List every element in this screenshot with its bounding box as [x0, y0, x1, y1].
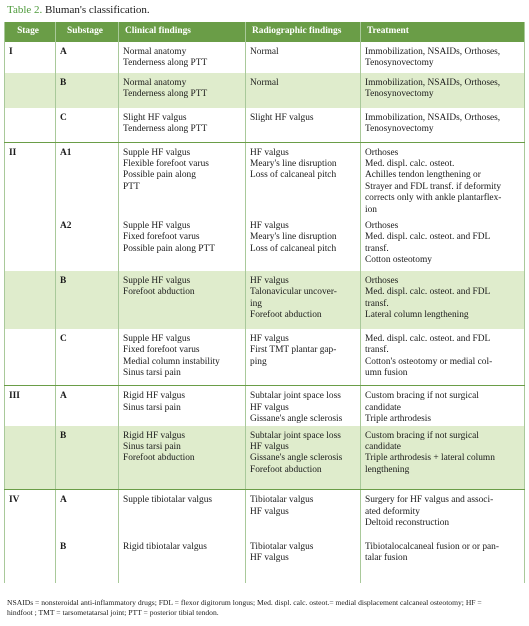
- cell-line: HF valgus: [250, 333, 289, 344]
- cell-line: Sinus tarsi pain: [123, 368, 181, 379]
- stage-cell: IV: [5, 490, 56, 537]
- cell-line: Fixed forefoot varus: [123, 345, 200, 356]
- cell-line: Possible pain along: [123, 170, 196, 181]
- cell-line: Cotton's osteotomy or medial col-: [365, 356, 493, 367]
- treatment-cell: [361, 42, 525, 73]
- treatment-cell: [361, 490, 525, 537]
- treatment-cell: [361, 386, 525, 426]
- stage-cell: III: [5, 386, 56, 426]
- cell-line: Achilles tendon lengthening or: [365, 170, 481, 181]
- substage-cell: B: [56, 73, 119, 108]
- radiographic-findings-cell: [246, 42, 361, 73]
- cell-line: Fixed forefoot varus: [123, 232, 200, 243]
- cell-line: Loss of calcaneal pitch: [250, 243, 337, 254]
- cell-line: Forefoot abduction: [123, 453, 195, 464]
- clinical-findings-cell: [119, 271, 246, 329]
- cell-line: Supple HF valgus: [123, 333, 191, 344]
- clinical-findings-cell: [119, 42, 246, 73]
- substage-cell: A1: [56, 142, 119, 216]
- cell-line: Supple HF valgus: [123, 275, 191, 286]
- cell-line: transf.: [365, 345, 389, 356]
- caption-title: Bluman's classification.: [45, 4, 150, 16]
- radiographic-findings-cell: [246, 142, 361, 216]
- substage-cell: A: [56, 42, 119, 73]
- cell-line: Slight HF valgus: [123, 113, 187, 123]
- cell-line: Med. displ. calc. osteot. and FDL: [365, 287, 491, 298]
- substage-cell: A: [56, 386, 119, 426]
- cell-line: Tenderness along PTT: [123, 58, 208, 69]
- cell-line: PTT: [123, 181, 140, 192]
- cell-line: Rigid HF valgus: [123, 430, 185, 441]
- stage-cell: [5, 537, 56, 583]
- cell-line: Sinus tarsi pain: [123, 442, 181, 453]
- table-caption: [7, 3, 150, 17]
- cell-line: umn fusion: [365, 368, 408, 379]
- clinical-findings-cell: [119, 108, 246, 142]
- cell-line: Tibiotalar valgus: [250, 495, 314, 506]
- table-footnote: [7, 598, 522, 618]
- clinical-findings-cell: [119, 426, 246, 490]
- substage-cell: C: [56, 329, 119, 386]
- cell-line: talar fusion: [365, 553, 408, 564]
- substage-cell: C: [56, 108, 119, 142]
- clinical-findings-cell: [119, 142, 246, 216]
- cell-line: Subtalar joint space loss: [250, 391, 341, 402]
- cell-line: Forefoot abduction: [250, 310, 322, 321]
- radiographic-findings-cell: [246, 271, 361, 329]
- cell-line: Tibiotalocalcaneal fusion or or pan-: [365, 541, 499, 552]
- cell-line: Normal anatomy: [123, 47, 187, 57]
- cell-line: HF valgus: [250, 442, 289, 453]
- radiographic-findings-cell: [246, 216, 361, 271]
- stage-cell: [5, 271, 56, 329]
- radiographic-findings-cell: [246, 490, 361, 537]
- cell-line: Tenosynovectomy: [365, 58, 434, 69]
- cell-line: HF valgus: [250, 402, 289, 413]
- cell-line: Tenderness along PTT: [123, 89, 208, 100]
- cell-line: Custom bracing if not surgical: [365, 391, 479, 402]
- cell-line: Rigid tibiotalar valgus: [123, 541, 207, 552]
- cell-line: HF valgus: [250, 275, 289, 286]
- cell-line: Lateral column lengthening: [365, 310, 469, 321]
- cell-line: Strayer and FDL transf. if deformity: [365, 181, 502, 192]
- radiographic-findings-cell: [246, 386, 361, 426]
- cell-line: Slight HF valgus: [250, 113, 314, 123]
- footnote-line: NSAIDs = nonsteroidal anti-inflammatory drugs; FDL = flexor digitorum longus; Med. displ. calc. osteot.= medial displacement calcaneal osteotomy; HF =: [7, 598, 482, 607]
- stage-cell: I: [5, 42, 56, 73]
- header-row: [5, 22, 525, 42]
- cell-line: Orthoses: [365, 147, 399, 158]
- cell-line: candidate: [365, 402, 401, 413]
- clinical-findings-cell: [119, 329, 246, 386]
- treatment-cell: [361, 271, 525, 329]
- cell-line: Gissane's angle sclerosis: [250, 453, 343, 464]
- cell-line: Med. displ. calc. osteot. and FDL: [365, 232, 491, 243]
- stage-cell: [5, 426, 56, 490]
- stage-cell: [5, 73, 56, 108]
- cell-line: Meary's line disruption: [250, 158, 337, 169]
- stage-cell: II: [5, 142, 56, 216]
- table-row: [5, 142, 525, 216]
- substage-cell: B: [56, 271, 119, 329]
- radiographic-findings-cell: [246, 329, 361, 386]
- cell-line: transf.: [365, 298, 389, 309]
- cell-line: Rigid HF valgus: [123, 391, 185, 402]
- radiographic-findings-cell: [246, 73, 361, 108]
- header-stage: Stage: [5, 22, 56, 42]
- substage-cell: B: [56, 537, 119, 583]
- cell-line: Immobilization, NSAIDs, Orthoses,: [365, 47, 501, 57]
- cell-line: Tenosynovectomy: [365, 89, 434, 100]
- classification-table: [4, 22, 525, 583]
- clinical-findings-cell: [119, 73, 246, 108]
- cell-line: Med. displ. calc. osteot.: [365, 158, 455, 169]
- substage-cell: A2: [56, 216, 119, 271]
- treatment-cell: [361, 142, 525, 216]
- cell-line: Triple arthrodesis + lateral column: [365, 453, 495, 464]
- cell-line: candidate: [365, 442, 401, 453]
- cell-line: Surgery for HF valgus and associ-: [365, 495, 494, 506]
- header-radiographic: Radiographic findings: [246, 22, 361, 42]
- cell-line: Talonavicular uncover-: [250, 287, 337, 298]
- treatment-cell: [361, 216, 525, 271]
- treatment-cell: [361, 329, 525, 386]
- cell-line: Immobilization, NSAIDs, Orthoses,: [365, 78, 501, 88]
- cell-line: Normal: [250, 78, 279, 88]
- cell-line: Triple arthrodesis: [365, 414, 432, 425]
- table-row: [5, 329, 525, 386]
- cell-line: Gissane's angle sclerosis: [250, 414, 343, 425]
- cell-line: HF valgus: [250, 553, 289, 564]
- stage-cell: [5, 108, 56, 142]
- cell-line: Supple HF valgus: [123, 147, 191, 158]
- cell-line: Forefoot abduction: [123, 287, 195, 298]
- radiographic-findings-cell: [246, 108, 361, 142]
- cell-line: lengthening: [365, 464, 410, 475]
- cell-line: Forefoot abduction: [250, 464, 322, 475]
- cell-line: Supple tibiotalar valgus: [123, 495, 213, 506]
- cell-line: ing: [250, 298, 262, 309]
- cell-line: transf.: [365, 243, 389, 254]
- cell-line: Normal anatomy: [123, 78, 187, 88]
- cell-line: Subtalar joint space loss: [250, 430, 341, 441]
- substage-cell: A: [56, 490, 119, 537]
- cell-line: Cotton osteotomy: [365, 255, 432, 266]
- cell-line: Loss of calcaneal pitch: [250, 170, 337, 181]
- cell-line: Immobilization, NSAIDs, Orthoses,: [365, 113, 501, 123]
- cell-line: First TMT plantar gap-: [250, 345, 337, 356]
- cell-line: ated deformity: [365, 506, 420, 517]
- cell-line: Med. displ. calc. osteot. and FDL: [365, 333, 491, 344]
- table-row: [5, 537, 525, 583]
- table-row: [5, 490, 525, 537]
- cell-line: ping: [250, 356, 267, 367]
- cell-line: Flexible forefoot varus: [123, 158, 209, 169]
- cell-line: Tenderness along PTT: [123, 124, 208, 135]
- radiographic-findings-cell: [246, 426, 361, 490]
- stage-cell: [5, 329, 56, 386]
- cell-line: Possible pain along PTT: [123, 243, 215, 254]
- cell-line: corrects only with ankle plantarflex-: [365, 193, 502, 204]
- treatment-cell: [361, 426, 525, 490]
- treatment-cell: [361, 73, 525, 108]
- clinical-findings-cell: [119, 490, 246, 537]
- header-clinical: Clinical findings: [119, 22, 246, 42]
- treatment-cell: [361, 537, 525, 583]
- substage-cell: B: [56, 426, 119, 490]
- cell-line: Orthoses: [365, 275, 399, 286]
- cell-line: Deltoid reconstruction: [365, 517, 450, 528]
- cell-line: HF valgus: [250, 506, 289, 517]
- cell-line: Meary's line disruption: [250, 232, 337, 243]
- caption-label: Table 2.: [7, 4, 43, 16]
- radiographic-findings-cell: [246, 537, 361, 583]
- table-row: [5, 108, 525, 142]
- cell-line: Orthoses: [365, 220, 399, 231]
- table-row: [5, 386, 525, 426]
- cell-line: ion: [365, 204, 377, 215]
- header-substage: Substage: [56, 22, 119, 42]
- table-row: [5, 216, 525, 271]
- cell-line: Custom bracing if not surgical: [365, 430, 479, 441]
- treatment-cell: [361, 108, 525, 142]
- cell-line: Supple HF valgus: [123, 220, 191, 231]
- header-treatment: Treatment: [361, 22, 525, 42]
- footnote-line: hindfoot ; TMT = tarsometatarsal joint; PTT = posterior tibial tendon.: [7, 608, 219, 617]
- clinical-findings-cell: [119, 216, 246, 271]
- cell-line: Tibiotalar valgus: [250, 541, 314, 552]
- cell-line: HF valgus: [250, 220, 289, 231]
- clinical-findings-cell: [119, 537, 246, 583]
- cell-line: Normal: [250, 47, 279, 57]
- table-row: [5, 42, 525, 73]
- clinical-findings-cell: [119, 386, 246, 426]
- cell-line: HF valgus: [250, 147, 289, 158]
- table-row: [5, 426, 525, 490]
- cell-line: Tenosynovectomy: [365, 124, 434, 135]
- cell-line: Sinus tarsi pain: [123, 402, 181, 413]
- table-row: [5, 73, 525, 108]
- table-row: [5, 271, 525, 329]
- cell-line: Medial column instability: [123, 356, 220, 367]
- stage-cell: [5, 216, 56, 271]
